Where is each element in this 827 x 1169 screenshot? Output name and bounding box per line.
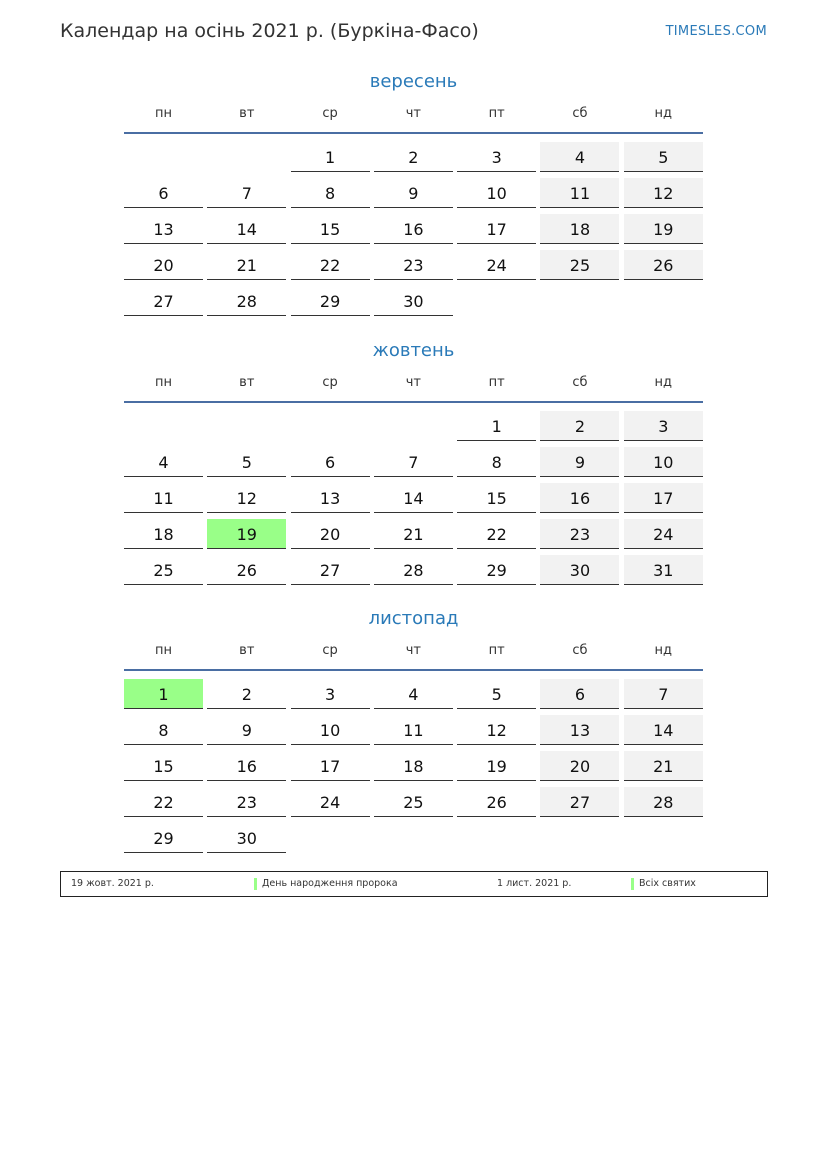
day-cell: 31 xyxy=(624,555,703,585)
day-cell: 28 xyxy=(624,787,703,817)
day-cell: 7 xyxy=(207,178,286,208)
day-cell: 22 xyxy=(124,787,203,817)
day-cell: 11 xyxy=(374,715,453,745)
day-cell: 2 xyxy=(207,679,286,709)
day-cell: 15 xyxy=(124,751,203,781)
day-cell: 17 xyxy=(624,483,703,513)
empty-day-cell xyxy=(124,142,203,172)
day-cell: 20 xyxy=(540,751,619,781)
day-cell: 19 xyxy=(457,751,536,781)
week-row xyxy=(124,138,703,174)
empty-day-cell xyxy=(207,411,286,441)
weekday-label: пт xyxy=(488,375,505,390)
day-cell: 5 xyxy=(457,679,536,709)
month-grid xyxy=(124,675,703,855)
day-cell: 29 xyxy=(124,823,203,853)
day-cell: 18 xyxy=(540,214,619,244)
empty-day-cell xyxy=(457,286,536,316)
day-cell: 6 xyxy=(124,178,203,208)
week-row xyxy=(124,174,703,210)
weekday-label: вт xyxy=(239,643,255,658)
empty-day-cell xyxy=(207,142,286,172)
week-row xyxy=(124,282,703,318)
day-cell: 4 xyxy=(374,679,453,709)
day-cell: 14 xyxy=(374,483,453,513)
day-cell: 12 xyxy=(624,178,703,208)
week-row xyxy=(124,479,703,515)
day-cell: 11 xyxy=(540,178,619,208)
day-cell: 16 xyxy=(540,483,619,513)
month-name: вересень xyxy=(369,71,458,92)
empty-day-cell xyxy=(374,823,453,853)
month-october xyxy=(124,337,703,587)
page-title: Календар на осінь 2021 р. (Буркіна-Фасо) xyxy=(60,20,479,42)
day-cell: 6 xyxy=(540,679,619,709)
day-cell: 29 xyxy=(291,286,370,316)
day-cell: 3 xyxy=(624,411,703,441)
legend-date: 1 лист. 2021 р. xyxy=(497,878,572,889)
day-cell: 19 xyxy=(624,214,703,244)
day-cell: 25 xyxy=(124,555,203,585)
holiday-color-marker xyxy=(631,878,634,890)
day-cell: 8 xyxy=(291,178,370,208)
month-name: листопад xyxy=(368,608,459,629)
weekday-label: ср xyxy=(322,106,338,121)
weekday-label: пн xyxy=(155,106,172,121)
day-cell: 20 xyxy=(291,519,370,549)
day-cell: 24 xyxy=(624,519,703,549)
day-cell: 30 xyxy=(540,555,619,585)
holiday-day-cell: 1 xyxy=(124,679,203,709)
day-cell: 17 xyxy=(457,214,536,244)
day-cell: 29 xyxy=(457,555,536,585)
day-cell: 25 xyxy=(374,787,453,817)
day-cell: 8 xyxy=(457,447,536,477)
weekday-label: сб xyxy=(572,106,588,121)
day-cell: 27 xyxy=(291,555,370,585)
month-september xyxy=(124,68,703,318)
month-grid xyxy=(124,407,703,587)
day-cell: 15 xyxy=(457,483,536,513)
day-cell: 12 xyxy=(207,483,286,513)
day-cell: 23 xyxy=(540,519,619,549)
day-cell: 23 xyxy=(207,787,286,817)
weekday-label: ср xyxy=(322,375,338,390)
weekday-label: пн xyxy=(155,643,172,658)
empty-day-cell xyxy=(457,823,536,853)
legend-date: 19 жовт. 2021 р. xyxy=(71,878,154,889)
week-row xyxy=(124,515,703,551)
day-cell: 24 xyxy=(291,787,370,817)
empty-day-cell xyxy=(291,411,370,441)
weekday-label: ср xyxy=(322,643,338,658)
week-row xyxy=(124,246,703,282)
empty-day-cell xyxy=(291,823,370,853)
week-row xyxy=(124,675,703,711)
week-row xyxy=(124,407,703,443)
day-cell: 1 xyxy=(457,411,536,441)
day-cell: 13 xyxy=(291,483,370,513)
weekday-header xyxy=(124,104,703,134)
holiday-day-cell: 19 xyxy=(207,519,286,549)
empty-day-cell xyxy=(540,823,619,853)
weekday-label: сб xyxy=(572,375,588,390)
empty-day-cell xyxy=(624,823,703,853)
weekday-label: сб xyxy=(572,643,588,658)
month-november xyxy=(124,605,703,855)
day-cell: 21 xyxy=(624,751,703,781)
day-cell: 12 xyxy=(457,715,536,745)
empty-day-cell xyxy=(124,411,203,441)
day-cell: 26 xyxy=(457,787,536,817)
weekday-label: нд xyxy=(654,643,673,658)
day-cell: 25 xyxy=(540,250,619,280)
day-cell: 8 xyxy=(124,715,203,745)
day-cell: 26 xyxy=(207,555,286,585)
empty-day-cell xyxy=(374,411,453,441)
weekday-header xyxy=(124,641,703,671)
holiday-legend xyxy=(60,871,768,897)
day-cell: 18 xyxy=(124,519,203,549)
day-cell: 28 xyxy=(207,286,286,316)
day-cell: 26 xyxy=(624,250,703,280)
day-cell: 22 xyxy=(291,250,370,280)
month-name: жовтень xyxy=(372,340,455,361)
legend-holiday-name: Всіх святих xyxy=(639,878,696,889)
weekday-label: нд xyxy=(654,375,673,390)
day-cell: 23 xyxy=(374,250,453,280)
empty-day-cell xyxy=(624,286,703,316)
weekday-label: нд xyxy=(654,106,673,121)
brand-link[interactable]: TIMESLES.COM xyxy=(665,24,767,39)
day-cell: 22 xyxy=(457,519,536,549)
day-cell: 5 xyxy=(624,142,703,172)
weekday-label: пт xyxy=(488,643,505,658)
day-cell: 27 xyxy=(540,787,619,817)
day-cell: 9 xyxy=(540,447,619,477)
day-cell: 24 xyxy=(457,250,536,280)
day-cell: 14 xyxy=(624,715,703,745)
day-cell: 16 xyxy=(207,751,286,781)
weekday-label: вт xyxy=(239,106,255,121)
week-row xyxy=(124,711,703,747)
week-row xyxy=(124,443,703,479)
weekday-label: чт xyxy=(405,106,422,121)
day-cell: 7 xyxy=(374,447,453,477)
week-row xyxy=(124,819,703,855)
legend-holiday-name: День народження пророка xyxy=(262,878,398,889)
day-cell: 18 xyxy=(374,751,453,781)
week-row xyxy=(124,551,703,587)
weekday-label: чт xyxy=(405,375,422,390)
day-cell: 9 xyxy=(374,178,453,208)
weekday-header xyxy=(124,373,703,403)
weekday-label: пн xyxy=(155,375,172,390)
day-cell: 30 xyxy=(207,823,286,853)
month-grid xyxy=(124,138,703,318)
weekday-label: чт xyxy=(405,643,422,658)
day-cell: 6 xyxy=(291,447,370,477)
day-cell: 27 xyxy=(124,286,203,316)
day-cell: 28 xyxy=(374,555,453,585)
day-cell: 20 xyxy=(124,250,203,280)
day-cell: 10 xyxy=(457,178,536,208)
day-cell: 10 xyxy=(624,447,703,477)
day-cell: 11 xyxy=(124,483,203,513)
weekday-label: вт xyxy=(239,375,255,390)
day-cell: 30 xyxy=(374,286,453,316)
day-cell: 2 xyxy=(374,142,453,172)
day-cell: 13 xyxy=(124,214,203,244)
day-cell: 3 xyxy=(291,679,370,709)
holiday-color-marker xyxy=(254,878,257,890)
week-row xyxy=(124,783,703,819)
day-cell: 14 xyxy=(207,214,286,244)
day-cell: 13 xyxy=(540,715,619,745)
day-cell: 10 xyxy=(291,715,370,745)
week-row xyxy=(124,210,703,246)
day-cell: 9 xyxy=(207,715,286,745)
day-cell: 5 xyxy=(207,447,286,477)
day-cell: 21 xyxy=(207,250,286,280)
day-cell: 4 xyxy=(124,447,203,477)
day-cell: 17 xyxy=(291,751,370,781)
weekday-label: пт xyxy=(488,106,505,121)
day-cell: 4 xyxy=(540,142,619,172)
day-cell: 15 xyxy=(291,214,370,244)
day-cell: 1 xyxy=(291,142,370,172)
day-cell: 3 xyxy=(457,142,536,172)
day-cell: 2 xyxy=(540,411,619,441)
week-row xyxy=(124,747,703,783)
day-cell: 21 xyxy=(374,519,453,549)
empty-day-cell xyxy=(540,286,619,316)
day-cell: 16 xyxy=(374,214,453,244)
day-cell: 7 xyxy=(624,679,703,709)
